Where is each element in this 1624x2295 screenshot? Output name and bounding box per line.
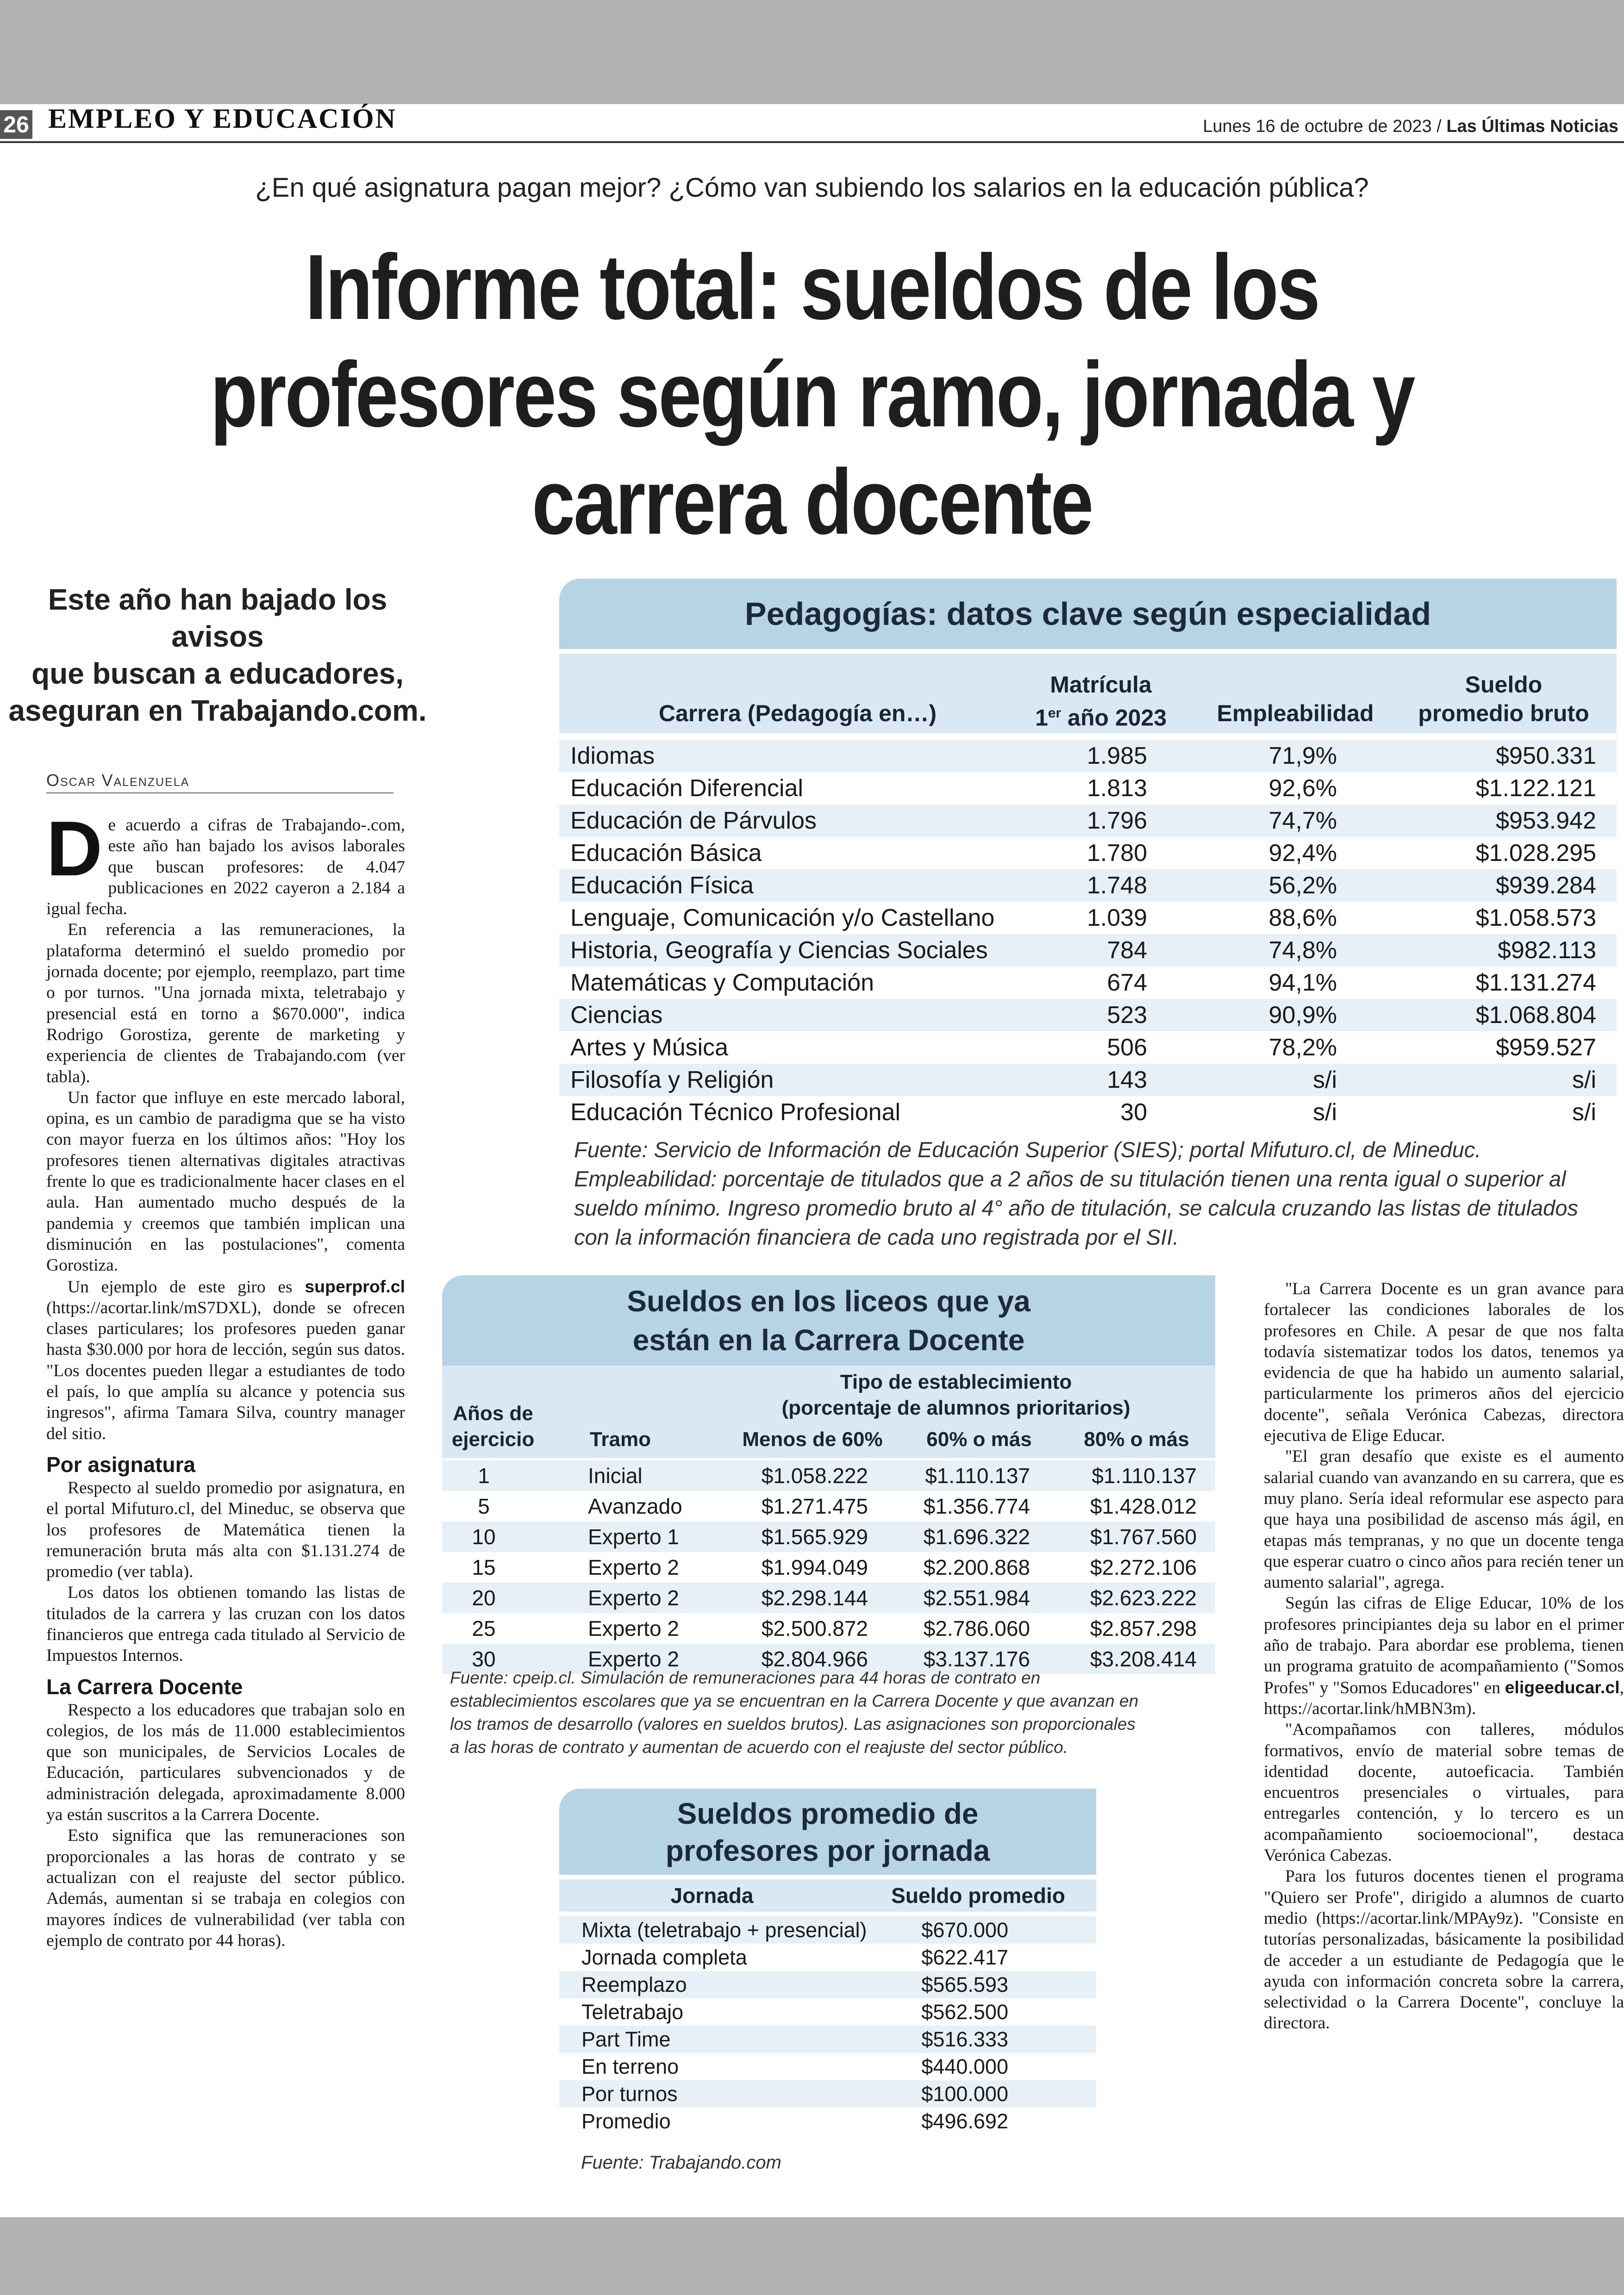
table-row — [559, 1998, 1096, 2026]
table-cell: Promedio — [581, 2109, 671, 2133]
dateline — [1203, 117, 1618, 137]
table-cell: Educación de Párvulos — [570, 807, 817, 834]
headline-line: carrera docente — [531, 450, 1093, 554]
table-cell: 71,9% — [1268, 742, 1337, 769]
paragraph: Esto significa que las remuneraciones son proporcionales a las horas de contrato y se actualizan con el reajuste del sector público. Además, aumentan si se trabaja en colegios con mayores índices de vulnerabilidad (ver tabla con ejemplo de contrato por 44 horas). — [46, 1826, 405, 1950]
table-cell: $1.058.573 — [1475, 904, 1596, 931]
table-row — [559, 837, 1617, 869]
table-cell: s/i — [1572, 1066, 1596, 1093]
table-cell: Artes y Música — [570, 1034, 728, 1061]
table-cell: 523 — [1107, 1002, 1147, 1029]
table-cell: $1.131.274 — [1475, 969, 1596, 996]
table-cell: Lenguaje, Comunicación y/o Castellano — [570, 904, 995, 931]
table-cell: 92,4% — [1268, 840, 1337, 867]
table-cell: 674 — [1107, 969, 1147, 996]
table-cell: 143 — [1107, 1066, 1147, 1093]
table3-col-jornada: Jornada — [670, 1883, 754, 1908]
table-cell: $982.113 — [1497, 937, 1596, 964]
table2-col-80: 80% o más — [1084, 1428, 1189, 1451]
table-row — [559, 869, 1617, 902]
table-cell: $2.623.222 — [1090, 1586, 1197, 1610]
table-cell: 90,9% — [1268, 1002, 1337, 1029]
section-title: EMPLEO Y EDUCACIÓN — [48, 103, 397, 134]
table-cell: $1.058.222 — [761, 1464, 868, 1488]
table-cell: s/i — [1572, 1099, 1596, 1126]
table-cell: Ciencias — [570, 1002, 663, 1029]
table-cell: Educación Básica — [570, 840, 762, 867]
page-number: 26 — [0, 110, 32, 139]
paragraph: "La Carrera Docente es un gran avance para fortalecer las condiciones laborales de los profesores en Chile. A pesar de que nos falta todavía sistematizar todos los datos, tenemos ya evidencia de que ha habido un aumento salarial, particularmente los primeros años del ejercicio docente", señala Verónica Cabezas, directora ejecutiva de Elige Educar. — [1264, 1279, 1624, 1446]
table-cell: 25 — [472, 1616, 496, 1640]
table1-source-note: Fuente: Servicio de Información de Educación Superior (SIES); portal Mifuturo.cl, de Mineduc. Empleabilidad: porcentaje de titulados que a 2 años de su titulación tienen una renta igual o superior al sueldo mínimo. Ingreso promedio bruto al 4° año de titulación, se calcula cruzando las listas de titulados con la información financiera de cada uno registrada por el SII. — [574, 1137, 1578, 1249]
subheading-por-asignatura: Por asignatura — [46, 1452, 196, 1477]
table-cell: 20 — [472, 1586, 496, 1610]
table2-col-menos60: Menos de 60% — [742, 1428, 883, 1451]
table-cell: Por turnos — [581, 2082, 678, 2106]
table-cell: $1.028.295 — [1475, 840, 1596, 867]
table2-column-headers — [442, 1366, 1215, 1458]
table-cell: 30 — [1120, 1099, 1147, 1126]
table-cell: $1.068.804 — [1475, 1002, 1596, 1029]
table-row — [559, 2053, 1096, 2080]
table-cell: Reemplazo — [581, 1973, 687, 1996]
table3-column-headers — [559, 1879, 1096, 1912]
table-cell: Historia, Geografía y Ciencias Sociales — [570, 937, 988, 964]
table-row — [442, 1552, 1215, 1583]
table-cell: Jornada completa — [581, 1946, 747, 1969]
table-cell: $2.786.060 — [923, 1616, 1030, 1640]
table-row — [442, 1491, 1215, 1522]
table-cell: $2.804.966 — [761, 1647, 868, 1671]
table-cell: 10 — [472, 1525, 496, 1549]
table-cell: Matemáticas y Computación — [570, 969, 874, 996]
table-cell: 784 — [1107, 937, 1147, 964]
table1-title: Pedagogías: datos clave según especialidad — [559, 579, 1617, 649]
table-cell: 56,2% — [1268, 872, 1337, 899]
table-cell: $2.200.868 — [923, 1555, 1030, 1579]
table-cell: 74,7% — [1268, 807, 1337, 834]
table-cell: $1.110.137 — [1092, 1464, 1197, 1488]
table-cell: $1.356.774 — [923, 1494, 1030, 1518]
table-row — [559, 1971, 1096, 1998]
table-cell: $622.417 — [921, 1946, 1008, 1969]
table-row — [559, 772, 1617, 804]
article-column-right — [1264, 1278, 1624, 2034]
table-cell: Teletrabajo — [581, 2000, 684, 2024]
table-cell: 1.748 — [1087, 872, 1147, 899]
table-cell: $1.565.929 — [761, 1525, 868, 1549]
header-rule — [0, 141, 1624, 143]
table-row — [442, 1583, 1215, 1613]
table-cell: $516.333 — [921, 2027, 1008, 2051]
table-cell: Experto 2 — [588, 1555, 679, 1579]
table-row — [559, 2080, 1096, 2108]
table-cell: $950.331 — [1496, 742, 1596, 769]
table-cell: $1.122.121 — [1475, 775, 1596, 802]
table1-col-empleabilidad: Empleabilidad — [1217, 700, 1374, 726]
paragraph: "El gran desafío que existe es el aumento salarial cuando van avanzando en su carrera, que es muy plano. Sería ideal reformular ese aspecto para que haya una posibilidad de ascenso más ágil, en etapas más tempranas, y no que un docente tenga que esperar cuatro o cinco años para recién tener un aumento salarial", agrega. — [1264, 1447, 1624, 1592]
table-cell: 78,2% — [1268, 1034, 1337, 1061]
table-cell: Experto 2 — [588, 1647, 679, 1671]
table-cell: Avanzado — [588, 1494, 682, 1518]
table-row — [559, 740, 1617, 772]
table2-title: Sueldos en los liceos que ya están en la Carrera Docente — [442, 1275, 1215, 1366]
paragraph: Respecto al sueldo promedio por asignatura, en el portal Mifuturo.cl, del Mineduc, se observa que los profesores de Matemática tienen la remuneración bruta más alta con $1.131.274 de promedio (ver tabla). — [46, 1478, 405, 1582]
table-row — [559, 1031, 1617, 1064]
table-row — [559, 804, 1617, 837]
paragraph: De acuerdo a cifras de Trabajando-.com, este año han bajado los avisos laborales que buscan profesores: de 4.047 publicaciones en 2022 cayeron a 2.184 a igual fecha. — [46, 805, 405, 919]
lead-line: que buscan a educadores, — [31, 657, 404, 690]
table-cell: $565.593 — [921, 1973, 1008, 1996]
table-row — [559, 902, 1617, 934]
table-cell: 1.985 — [1087, 742, 1147, 769]
table-cell: En terreno — [581, 2055, 679, 2078]
table-cell: $2.272.106 — [1090, 1555, 1197, 1579]
byline: Oscar Valenzuela — [46, 771, 190, 790]
table-cell: 1 — [478, 1464, 490, 1488]
table1-col-carrera: Carrera (Pedagogía en…) — [658, 700, 937, 726]
table-row — [559, 967, 1617, 999]
paragraph: En referencia a las remuneraciones, la plataforma determinó el sueldo promedio por jornada docente; por ejemplo, reemplazo, part time o por turnos. "Una jornada mixta, teletrabajo y presencial está en torno a $670.000", indica Rodrigo Gorostiza, gerente de marketing y experiencia de clientes de Trabajando.com (ver tabla). — [46, 920, 405, 1086]
table-row — [442, 1613, 1215, 1644]
table-cell: $1.994.049 — [761, 1555, 868, 1579]
table-cell: 5 — [478, 1494, 490, 1518]
table-cell: 1.780 — [1087, 840, 1147, 867]
kicker: ¿En qué asignatura pagan mejor? ¿Cómo van subiendo los salarios en la educación pública? — [255, 173, 1369, 203]
table-cell: Idiomas — [570, 742, 655, 769]
table-cell: s/i — [1313, 1099, 1337, 1126]
article-column-left — [46, 805, 405, 1951]
lead-line: Este año han bajado los avisos — [48, 583, 387, 653]
table3-col-sueldo: Sueldo promedio — [891, 1883, 1065, 1908]
table-row — [442, 1522, 1215, 1552]
table-cell: $100.000 — [921, 2082, 1008, 2106]
table3-title: Sueldos promedio de profesores por jornada — [559, 1789, 1096, 1875]
paragraph: Respecto a los educadores que trabajan solo en colegios, de los más de 11.000 establecimientos que son municipales, de Servicios Locales de Educación, particulares subvencionados y de administración delegada, aproximadamente 8.000 ya están suscritos a la Carrera Docente. — [46, 1700, 405, 1825]
lead-line: aseguran en Trabajando.com. — [8, 694, 427, 727]
table-cell: Part Time — [581, 2027, 671, 2051]
table-row — [559, 999, 1617, 1031]
table-cell: $939.284 — [1496, 872, 1596, 899]
table-row — [559, 1944, 1096, 1971]
table-row — [559, 2026, 1096, 2053]
headline-line: Informe total: sueldos de los — [305, 236, 1319, 339]
table2-col-60: 60% o más — [926, 1428, 1032, 1451]
lead-summary — [0, 581, 435, 729]
table-cell: Educación Técnico Profesional — [570, 1099, 901, 1126]
table-cell: $1.696.322 — [923, 1525, 1030, 1549]
table-cell: 1.039 — [1087, 904, 1147, 931]
table-cell: $1.767.560 — [1090, 1525, 1197, 1549]
headline — [130, 234, 1494, 556]
paragraph: Un factor que influye en este mercado laboral, opina, es un cambio de paradigma que se ha visto con mayor fuerza en los últimos años: "Hoy los profesores tienen alternativas digitales atractivas frente lo que es tradicionalmente hacer clases en el aula. Han aumentado mucho después de la pandemia y creemos que también implican una disminución en las postulaciones", comenta Gorostiza. — [46, 1088, 405, 1275]
table-cell: $496.692 — [921, 2109, 1008, 2133]
table-cell: 506 — [1107, 1034, 1147, 1061]
date: Lunes 16 de octubre de 2023 / — [1203, 117, 1442, 136]
paragraph: Según las cifras de Elige Educar, 10% de los profesores principiantes deja su labor en el primer año de trabajo. Para abordar ese problema, tienen un programa gratuito de acompañamiento ("Somos Profes" y "Somos Educadores" en eligeeducar.cl, https://acortar.link/hMBN3m). — [1264, 1594, 1624, 1718]
table-cell: 92,6% — [1268, 775, 1337, 802]
table3-source-note: Fuente: Trabajando.com — [581, 2152, 781, 2173]
table1-col-matricula: Matrícula 1er año 2023 — [1035, 672, 1167, 731]
table-cell: $1.271.475 — [761, 1494, 868, 1518]
table-cell: $1.428.012 — [1090, 1494, 1197, 1518]
paragraph: Los datos los obtienen tomando las listas de titulados de la carrera y las cruzan con los datos financieros que entrega cada titulado al Servicio de Impuestos Internos. — [46, 1583, 405, 1665]
table-cell: $1.110.137 — [925, 1464, 1030, 1488]
table-cell: 88,6% — [1268, 904, 1337, 931]
table-cell: 74,8% — [1268, 937, 1337, 964]
paragraph: Para los futuros docentes tienen el programa "Quiero ser Profe", dirigido a alumnos de cuarto medio (https://acortar.link/MPAy9z). "Consiste en tutorías personalizadas, básicamente la posibilidad de acceder a un estudiante de Pedagogía que le ayuda con información concreta sobre la carrera, selectividad o la Carrera Docente", concluye la directora. — [1264, 1867, 1624, 2033]
paragraph: "Acompañamos con talleres, módulos formativos, envío de material sobre temas de identidad docente, autoeficacia. También encuentros presenciales o virtuales, para entregarles contención, y lo tercero es un acompañamiento socioemocional", destaca Verónica Cabezas. — [1264, 1720, 1624, 1865]
table-cell: Inicial — [588, 1464, 643, 1488]
table-row — [559, 1064, 1617, 1096]
table-cell: Experto 1 — [588, 1525, 679, 1549]
table2-group-header: Tipo de establecimiento (porcentaje de alumnos prioritarios) — [781, 1371, 1131, 1419]
table2-source-note: Fuente: cpeip.cl. Simulación de remuneraciones para 44 horas de contrato en establecimientos escolares que ya se encuentran en la Carrera Docente y que avanzan en los tramos de desarrollo (valores en sueldos brutos). Las asignaciones son proporcionales a las horas de contrato y aumentan de acuerdo con el reajuste del sector público. — [450, 1668, 1139, 1757]
table-cell: $2.298.144 — [761, 1586, 868, 1610]
table-cell: 1.813 — [1087, 775, 1147, 802]
table-cell: Mixta (teletrabajo + presencial) — [581, 1918, 867, 1942]
byline-rule — [46, 792, 394, 793]
page-bottom-margin — [0, 2217, 1624, 2295]
link-eligeeducar[interactable]: eligeeducar.cl — [1505, 1677, 1620, 1697]
table-cell: $2.857.298 — [1090, 1616, 1197, 1640]
table-cell: $2.500.872 — [761, 1616, 868, 1640]
table-cell: 30 — [472, 1647, 496, 1671]
headline-line: profesores según ramo, jornada y — [210, 343, 1414, 446]
table-cell: 1.796 — [1087, 807, 1147, 834]
table-row — [559, 934, 1617, 967]
table1-column-headers — [559, 654, 1617, 733]
table-cell: 15 — [472, 1555, 496, 1579]
table-row — [559, 1916, 1096, 1944]
table-row — [442, 1460, 1215, 1491]
table1-col-sueldo: Sueldo promedio bruto — [1418, 672, 1589, 726]
table-cell: $959.527 — [1496, 1034, 1596, 1061]
table-cell: Filosofía y Religión — [570, 1066, 774, 1093]
table2-col-anos: Años de ejercicio — [451, 1402, 535, 1451]
subheading-carrera-docente: La Carrera Docente — [46, 1674, 243, 1699]
table-cell: $3.137.176 — [923, 1647, 1030, 1671]
table-cell: Experto 2 — [588, 1586, 679, 1610]
table2-col-tramo: Tramo — [589, 1428, 651, 1451]
link-superprof[interactable]: superprof.cl — [305, 1276, 405, 1296]
table-cell: Educación Diferencial — [570, 775, 803, 802]
table-row — [559, 2108, 1096, 2135]
table-cell: $670.000 — [921, 1918, 1008, 1942]
table-cell: 94,1% — [1268, 969, 1337, 996]
table-cell: $2.551.984 — [923, 1586, 1030, 1610]
table-cell: $562.500 — [921, 2000, 1008, 2024]
paragraph: Un ejemplo de este giro es superprof.cl (https://acortar.link/mS7DXL), donde se ofrecen clases particulares; los profesores pueden ganar hasta $30.000 por hora de lección, según sus datos. "Los docentes pueden llegar a estudiantes de todo el país, lo que amplía su alcance y potencia sus ingresos", afirma Tamara Silva, country manager del sitio. — [46, 1276, 405, 1443]
newspaper-name: Las Últimas Noticias — [1446, 117, 1618, 136]
table-cell: s/i — [1313, 1066, 1337, 1093]
table-row — [559, 1096, 1617, 1129]
table-cell: $3.208.414 — [1090, 1647, 1197, 1671]
drop-cap: D — [46, 805, 103, 892]
table-cell: $440.000 — [921, 2055, 1008, 2078]
table-cell: Experto 2 — [588, 1616, 679, 1640]
table-cell: Educación Física — [570, 872, 754, 899]
table-cell: $953.942 — [1496, 807, 1596, 834]
